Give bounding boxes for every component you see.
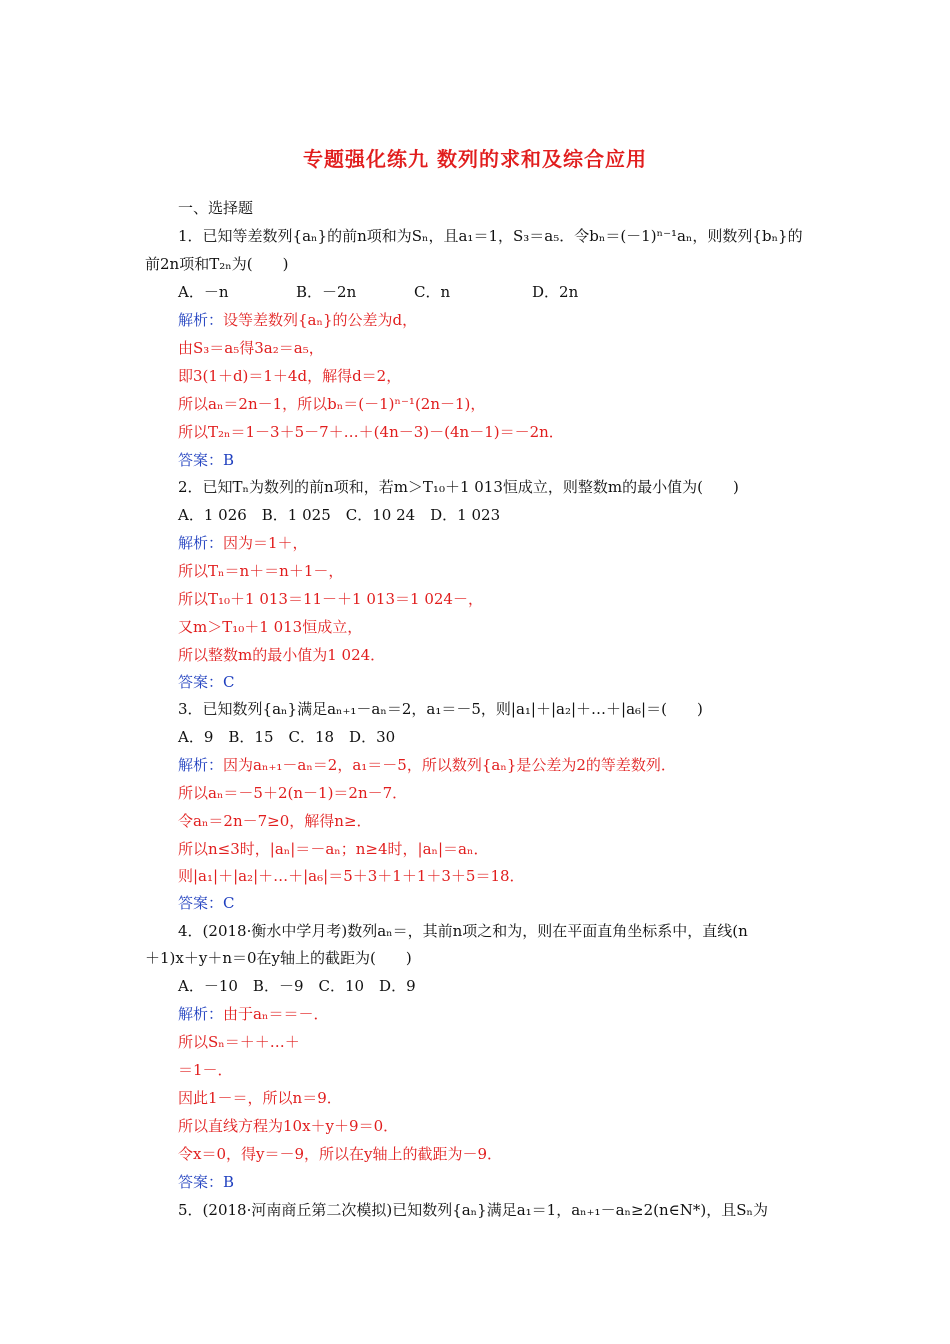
solution-label: 解析： <box>178 311 224 329</box>
question-1-options <box>178 282 578 302</box>
solution-1-line-5: 所以T₂ₙ＝1－3＋5－7＋…＋(4n－3)－(4n－1)＝－2n． <box>178 423 564 441</box>
solution-2-line-1 <box>178 533 308 553</box>
question-1-line-2: 前2n项和T₂ₙ为( ) <box>145 255 289 273</box>
document-title: 专题强化练九 数列的求和及综合应用 <box>303 147 647 171</box>
solution-3-line-2: 所以aₙ＝－5＋2(n－1)＝2n－7． <box>178 784 408 802</box>
solution-label: 解析： <box>178 534 224 552</box>
answer-2: 答案：C <box>178 673 235 691</box>
solution-4-line-1 <box>178 1004 328 1024</box>
section-heading: 一、选择题 <box>178 199 254 217</box>
option-d: D．2n <box>532 283 579 301</box>
solution-4-line-5: 所以直线方程为10x＋y＋9＝0． <box>178 1117 399 1135</box>
option-b: B．－2n <box>296 283 357 301</box>
solution-1-line-2: 由S₃＝a₅得3a₂＝a₅， <box>178 339 324 357</box>
solution-label: 解析： <box>178 1005 224 1023</box>
option-a: A．－n <box>178 283 229 301</box>
answer-4: 答案：B <box>178 1173 235 1191</box>
answer-3: 答案：C <box>178 894 235 912</box>
question-3-options: A．9 B．15 C．18 D．30 <box>178 728 396 746</box>
solution-label: 解析： <box>178 756 224 774</box>
answer-1: 答案：B <box>178 451 235 469</box>
solution-3-line-4: 所以n≤3时，|aₙ|＝－aₙ；n≥4时，|aₙ|＝aₙ． <box>178 840 489 858</box>
solution-3-line-3: 令aₙ＝2n－7≥0，解得n≥． <box>178 812 372 830</box>
solution-2-line-3: 所以T₁₀＋1 013＝11－＋1 013＝1 024－， <box>178 590 483 608</box>
solution-text: 因为aₙ₊₁－aₙ＝2，a₁＝－5，所以数列{aₙ}是公差为2的等差数列． <box>223 756 676 774</box>
solution-4-line-4: 因此1－＝，所以n＝9． <box>178 1089 342 1107</box>
solution-3-line-5: 则|a₁|＋|a₂|＋…＋|a₆|＝5＋3＋1＋1＋3＋5＝18． <box>178 867 525 885</box>
question-4-line-2: ＋1)x＋y＋n＝0在y轴上的截距为( ) <box>145 949 412 967</box>
solution-4-line-6: 令x＝0，得y＝－9，所以在y轴上的截距为－9． <box>178 1145 503 1163</box>
solution-1-line-3: 即3(1＋d)＝1＋4d，解得d＝2， <box>178 367 402 385</box>
solution-2-line-4: 又m＞T₁₀＋1 013恒成立， <box>178 618 363 636</box>
option-c: C．n <box>414 283 451 301</box>
solution-text: 由于aₙ＝＝－． <box>223 1005 329 1023</box>
question-4-options: A．－10 B．－9 C．10 D．9 <box>178 977 416 995</box>
question-2-line-1: 2．已知Tₙ为数列的前n项和，若m＞T₁₀＋1 013恒成立，则整数m的最小值为( ) <box>178 478 739 496</box>
question-5-line-1: 5．(2018·河南商丘第二次模拟)已知数列{aₙ}满足a₁＝1，aₙ₊₁－aₙ≥2(n∈N*)，且Sₙ为 <box>178 1201 768 1219</box>
solution-2-line-5: 所以整数m的最小值为1 024． <box>178 646 386 664</box>
solution-4-line-3: ＝1－． <box>178 1061 233 1079</box>
solution-3-line-1 <box>178 755 676 775</box>
solution-text: 设等差数列{aₙ}的公差为d， <box>223 311 418 329</box>
question-1-line-1: 1．已知等差数列{aₙ}的前n项和为Sₙ，且a₁＝1，S₃＝a₅．令bₙ＝(－1)ⁿ⁻¹aₙ，则数列{bₙ}的 <box>178 227 803 245</box>
question-4-line-1: 4．(2018·衡水中学月考)数列aₙ＝，其前n项之和为，则在平面直角坐标系中，直线(n <box>178 922 748 940</box>
solution-text: 因为＝1＋， <box>223 534 308 552</box>
question-2-options: A．1 026 B．1 025 C．10 24 D．1 023 <box>178 506 501 524</box>
question-3-line-1: 3．已知数列{aₙ}满足aₙ₊₁－aₙ＝2，a₁＝－5，则|a₁|＋|a₂|＋…＋|a₆|＝( ) <box>178 700 703 718</box>
solution-4-line-2: 所以Sₙ＝＋＋…＋ <box>178 1033 300 1051</box>
solution-1-line-4: 所以aₙ＝2n－1，所以bₙ＝(－1)ⁿ⁻¹(2n－1)， <box>178 395 486 413</box>
solution-2-line-2: 所以Tₙ＝n＋＝n＋1－， <box>178 562 344 580</box>
solution-1-line-1 <box>178 310 417 330</box>
